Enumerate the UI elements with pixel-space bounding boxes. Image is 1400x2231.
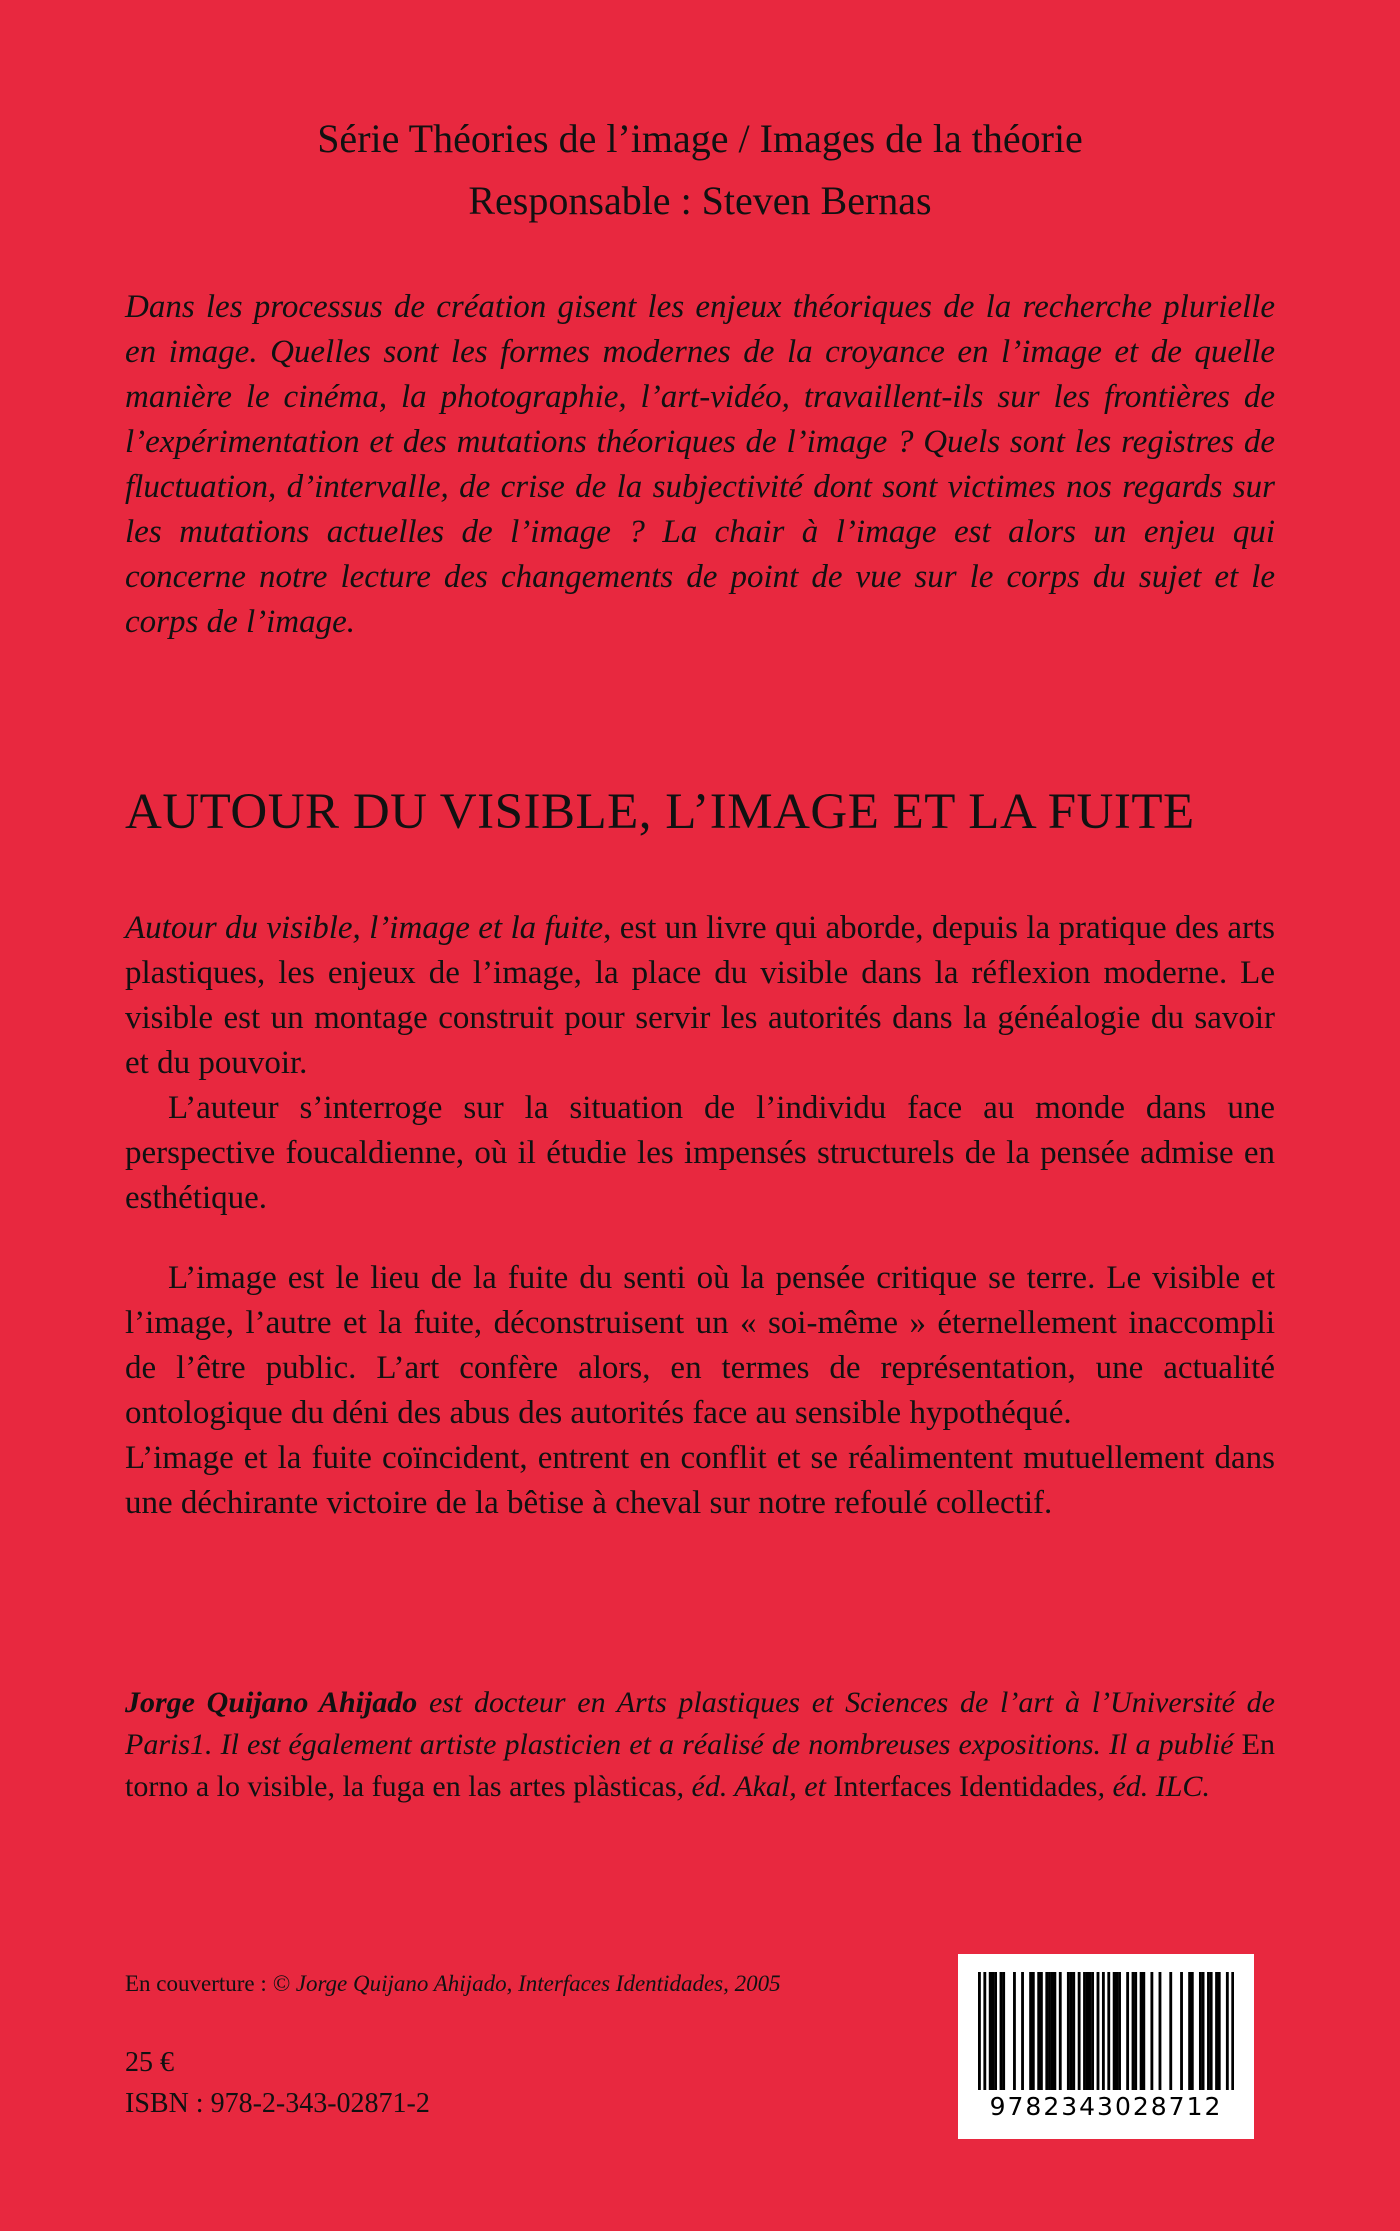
barcode-bar xyxy=(1013,1972,1016,2090)
barcode-bar xyxy=(991,1972,994,2090)
summary-part-2 xyxy=(125,1256,1275,1526)
barcode-bar xyxy=(1140,1972,1143,2090)
book-title: AUTOUR DU VISIBLE, L’IMAGE ET LA FUITE xyxy=(125,784,1195,840)
author-bio xyxy=(125,1682,1275,1808)
barcode-bar xyxy=(1053,1972,1056,2090)
barcode-bar xyxy=(1191,1972,1194,2090)
barcode-bar xyxy=(1051,1972,1054,2090)
barcode-bar xyxy=(989,1972,992,2090)
author-book-title: En torno a lo visible, la fuga en las artes plàsticas xyxy=(125,1728,1275,1803)
barcode-bar xyxy=(1102,1972,1105,2090)
barcode-bars xyxy=(978,1972,1234,2090)
barcode-bar xyxy=(1188,1972,1191,2090)
barcode-bar xyxy=(1091,1972,1094,2090)
barcode-bar xyxy=(1021,1972,1024,2090)
isbn: ISBN : 978-2-343-02871-2 xyxy=(125,2088,430,2119)
barcode-bar xyxy=(1067,1972,1070,2090)
barcode-digits: 9782343028712 xyxy=(989,2092,1223,2121)
summary-paragraph: L’image est le lieu de la fuite du senti où la pensée critique se terre. Le visible et l’image, l’autre et la fuite, déconstruisent un « soi-même » éternellement inaccompli de l’être public. L’art confère alors, en termes de représentation, une actualité ontologique du déni des abus des autorités face au sensible hypothéqué. xyxy=(125,1260,1275,1431)
barcode-bar xyxy=(983,1972,986,2090)
series-blurb: Dans les processus de création gisent les enjeux théoriques de la recherche plurielle en image. Quelles sont les formes modernes de la croyance en l’image et de quelle manière le cinéma, la photographie, l’art-vidéo, travaillent-ils sur les frontières de l’expérimentation et des mutations théoriques de l’image ? Quels sont les registres de fluctuation, d’intervalle, de crise de la subjectivité dont sont victimes nos regards sur les mutations actuelles de l’image ? La chair à l’image est alors un enjeu qui concerne notre lecture des changements de point de vue sur le corps du sujet et le corps de l’image. xyxy=(125,289,1275,640)
barcode-bar xyxy=(1048,1972,1051,2090)
cover-credit xyxy=(125,1968,781,2000)
cover-credit-label: En couverture : xyxy=(125,1971,273,1996)
barcode-bar xyxy=(978,1972,981,2090)
barcode-bar xyxy=(1169,1972,1172,2090)
barcode-bar xyxy=(1231,1972,1234,2090)
barcode-bar xyxy=(1000,1972,1003,2090)
barcode-bar xyxy=(1059,1972,1062,2090)
author-book-title: Interfaces Identidades xyxy=(833,1770,1098,1803)
barcode-bar xyxy=(1088,1972,1091,2090)
cover-credit-text: © Jorge Quijano Ahijado, Interfaces Identidades, 2005 xyxy=(272,1971,781,1996)
barcode-bar xyxy=(1097,1972,1100,2090)
author-bio-text: , éd. ILC. xyxy=(1097,1770,1210,1803)
barcode-bar xyxy=(1207,1972,1210,2090)
barcode-bar xyxy=(1226,1972,1229,2090)
summary-text: , est un livre qui aborde, depuis la pratique des arts plastiques, les enjeux de l’image, la place du visible dans la réflexion moderne. Le visible est un montage construit pour servir les autorités dans la généalogie du savoir et du pouvoir. xyxy=(125,910,1275,1081)
barcode-bar xyxy=(1078,1972,1081,2090)
barcode-bar xyxy=(1083,1972,1086,2090)
barcode-bar xyxy=(1037,1972,1040,2090)
barcode-bar xyxy=(1113,1972,1116,2090)
author-bio-text: , éd. Akal, et xyxy=(676,1770,834,1803)
barcode-bar xyxy=(1159,1972,1162,2090)
series-title: Série Théories de l’image / Images de la théorie xyxy=(317,116,1083,161)
barcode-bar xyxy=(1029,1972,1032,2090)
author-name: Jorge Quijano Ahijado xyxy=(125,1686,418,1719)
book-title-inline: Autour du visible, l’image et la fuite xyxy=(125,910,604,946)
barcode-bar xyxy=(1002,1972,1005,2090)
barcode-bar xyxy=(1040,1972,1043,2090)
barcode-bar xyxy=(1086,1972,1089,2090)
barcode-bar xyxy=(1218,1972,1221,2090)
barcode-bar xyxy=(1107,1972,1110,2090)
barcode-bar xyxy=(1118,1972,1121,2090)
barcode-bar xyxy=(1072,1972,1075,2090)
barcode-bar xyxy=(994,1972,997,2090)
barcode-bar xyxy=(1199,1972,1202,2090)
barcode-bar xyxy=(1032,1972,1035,2090)
series-editor: Responsable : Steven Bernas xyxy=(468,178,932,223)
barcode-bar xyxy=(1150,1972,1153,2090)
barcode-bar xyxy=(1202,1972,1205,2090)
barcode-bar xyxy=(1115,1972,1118,2090)
summary-paragraph: L’auteur s’interroge sur la situation de l’individu face au monde dans une perspective foucaldienne, où il étudie les impensés structurels de la pensée admise en esthétique. xyxy=(125,1090,1275,1216)
barcode-bar xyxy=(1210,1972,1213,2090)
series-header xyxy=(125,108,1275,232)
barcode xyxy=(958,1954,1254,2139)
barcode-bar xyxy=(1134,1972,1137,2090)
barcode-bar xyxy=(1180,1972,1183,2090)
barcode-bar xyxy=(1215,1972,1218,2090)
summary-paragraph xyxy=(125,906,1275,1086)
price: 25 € xyxy=(125,2047,174,2078)
summary-part-1 xyxy=(125,906,1275,1221)
summary-paragraph: L’image et la fuite coïncident, entrent en conflit et se réalimentent mutuellement dans une déchirante victoire de la bêtise à cheval sur notre refoulé collectif. xyxy=(125,1440,1275,1521)
barcode-bar xyxy=(1070,1972,1073,2090)
barcode-bar xyxy=(1132,1972,1135,2090)
barcode-bar xyxy=(1142,1972,1145,2090)
barcode-bar xyxy=(1045,1972,1048,2090)
author-bio-text: est docteur en Arts plastiques et Sciences de l’art à l’Université de Paris1. Il est également artiste plasticien et a réalisé de nombreuses expositions. Il a publié xyxy=(125,1686,1275,1761)
barcode-bar xyxy=(1126,1972,1129,2090)
